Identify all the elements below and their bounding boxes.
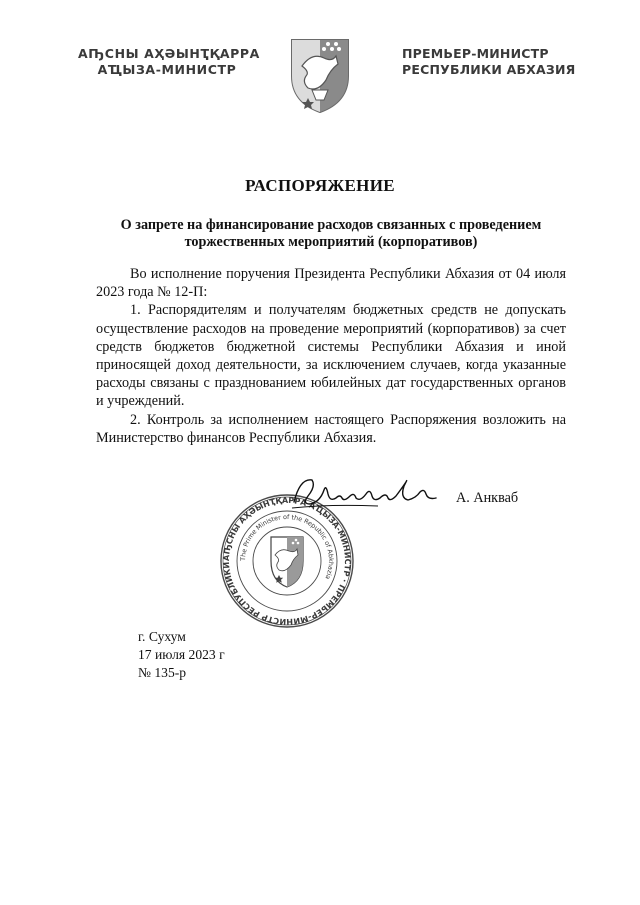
signer-name: А. Анкваб bbox=[456, 490, 519, 506]
header-left-line2: АҴЫЗА-МИНИСТР bbox=[97, 62, 237, 77]
document-footer bbox=[138, 628, 225, 682]
subtitle-line1: О запрете на финансирование расходов связанных с проведением bbox=[120, 217, 542, 233]
subtitle-line2: торжественных мероприятий (корпоративов) bbox=[184, 234, 478, 250]
document-subtitle bbox=[96, 217, 566, 251]
seal-outer-text: АҦСНЫ АҲӘЫНҬҚАРРА АҴЫЗА-МИНИСТР · ПРЕМЬЕР-МИНИСТР РЕСПУБЛИКИ bbox=[221, 495, 353, 627]
seal-inner-text: The Prime Minister of the Republic of Abkhazia bbox=[238, 512, 336, 581]
header-right-line2: РЕСПУБЛИКИ АБХАЗИЯ bbox=[402, 62, 576, 77]
paragraph-intro: Во исполнение поручения Президента Республики Абхазия от 04 июля 2023 года № 12-П: bbox=[96, 266, 566, 301]
paragraph-item-2: 2. Контроль за исполнением настоящего Распоряжения возложить на Министерство финансов Республики Абхазия. bbox=[96, 411, 566, 446]
handwritten-signature bbox=[290, 472, 440, 518]
footer-date: 17 июля 2023 г bbox=[138, 647, 225, 662]
footer-place: г. Сухум bbox=[138, 629, 186, 644]
header-left-block bbox=[78, 46, 260, 78]
paragraph-item-1: 1. Распорядителям и получателям бюджетных средств не допускать осуществление расходов на проведение мероприятий (корпоративов) за счет средств бюджетов бюджетной системы Республики Абхазия и иной приносящей доход деятельности, за исключением случаев, когда указанные расходы связаны с празднованием юбилейных дат государственных органов и учреждений. bbox=[96, 302, 566, 410]
header-left-line1: АҦСНЫ АҲӘЫНҬҚАРРА bbox=[78, 46, 260, 61]
coat-of-arms-icon bbox=[288, 36, 352, 114]
header-right-block bbox=[402, 46, 575, 78]
footer-number: № 135-р bbox=[138, 665, 187, 680]
header-right-line1: ПРЕМЬЕР-МИНИСТР bbox=[402, 46, 549, 61]
document-title: РАСПОРЯЖЕНИЕ bbox=[245, 176, 395, 195]
document-body bbox=[96, 265, 566, 447]
